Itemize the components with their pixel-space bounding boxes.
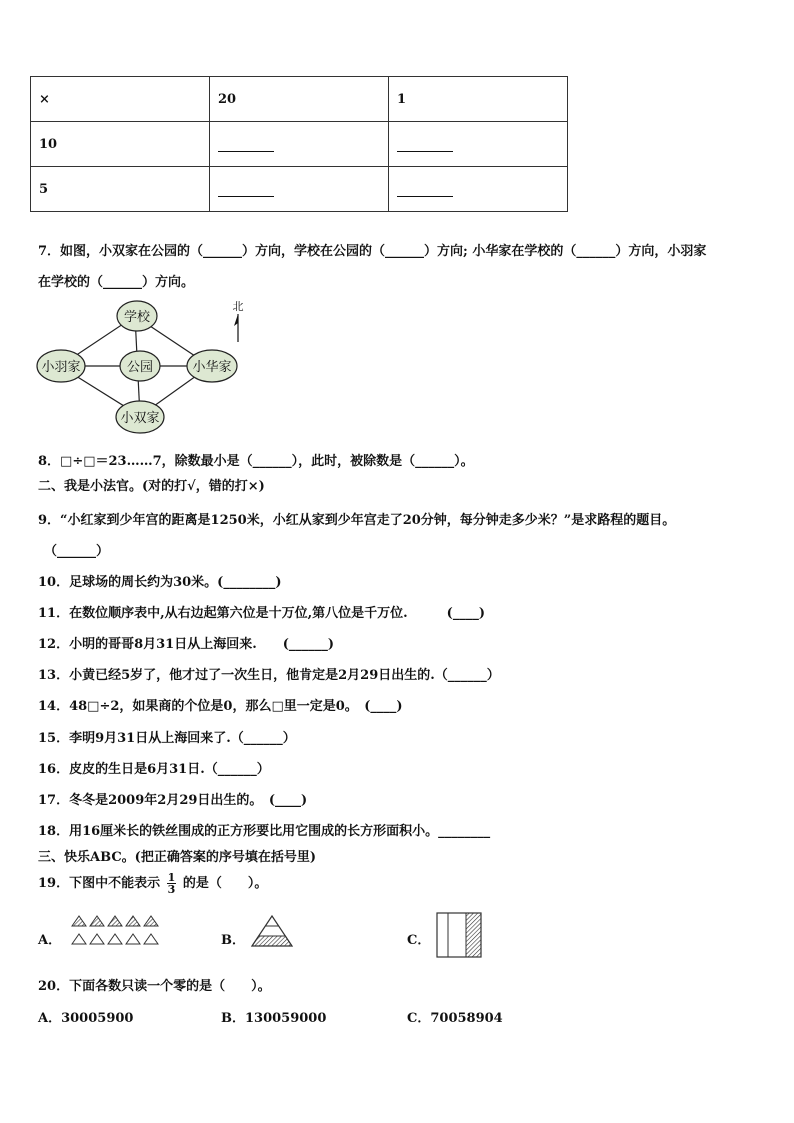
answer-blank[interactable] xyxy=(210,122,389,167)
question-11: 11．在数位顺序表中,从右边起第六位是十万位,第八位是千万位. (____) xyxy=(38,606,485,621)
table-row-label: 10 xyxy=(31,122,210,167)
question-14: 14．48□÷2，如果商的个位是0，那么□里一定是0。 (____) xyxy=(38,699,403,714)
question-13: 13．小黄已经5岁了，他才过了一次生日，他肯定是2月29日出生的.（______） xyxy=(38,668,500,683)
question-10: 10．足球场的周长约为30米。(________) xyxy=(38,575,282,590)
question-12: 12．小明的哥哥8月31日从上海回来. (______) xyxy=(38,637,335,652)
node-xiaoyu-home: 小羽家 xyxy=(41,360,81,375)
option-a-label[interactable]: A． xyxy=(38,933,62,948)
question-18: 18．用16厘米长的铁丝围成的正方形要比用它围成的长方形面积小。________ xyxy=(38,824,491,839)
question-9-line1: 9．“小红家到少年宫的距离是1250米，小红从家到少年宫走了20分钟，每分钟走多少米？”是求路程的题目。 xyxy=(38,513,676,528)
multiplication-table xyxy=(30,76,568,212)
fraction-one-third xyxy=(167,872,177,895)
node-park: 公园 xyxy=(126,360,154,375)
node-xiaohua-home: 小华家 xyxy=(192,360,232,375)
option-a-triangles-figure xyxy=(68,914,160,946)
answer-blank[interactable] xyxy=(389,167,568,212)
option-c[interactable]: C．70058904 xyxy=(407,1011,503,1026)
section-2-heading: 二、我是小法官。(对的打√，错的打×) xyxy=(38,479,265,494)
question-7-line2: 在学校的（______）方向。 xyxy=(38,275,195,290)
option-c-square-figure xyxy=(436,912,484,960)
question-19-prefix: 19．下图中不能表示 xyxy=(38,876,161,891)
question-20: 20．下面各数只读一个零的是（ ）。 xyxy=(38,979,271,994)
fraction-denominator: 3 xyxy=(167,883,176,896)
north-arrow-icon xyxy=(233,300,244,342)
answer-blank[interactable] xyxy=(210,167,389,212)
question-8: 8．□÷□＝23……7，除数最小是（______），此时，被除数是（______）。 xyxy=(38,454,474,469)
location-map-diagram xyxy=(30,296,260,438)
table-header-cell: × xyxy=(31,77,210,122)
answer-blank[interactable] xyxy=(389,122,568,167)
table-row xyxy=(31,77,568,122)
table-row xyxy=(31,122,568,167)
question-15: 15．李明9月31日从上海回来了.（______） xyxy=(38,731,296,746)
question-17: 17．冬冬是2009年2月29日出生的。 (____) xyxy=(38,793,308,808)
question-16: 16．皮皮的生日是6月31日.（______） xyxy=(38,762,270,777)
question-9-line2: （______） xyxy=(44,544,110,559)
node-xiaoshuang-home: 小双家 xyxy=(120,411,160,426)
question-19-suffix: 的是（ ）。 xyxy=(182,876,268,891)
question-7-line1: 7．如图，小双家在公园的（______）方向，学校在公园的（______）方向; 小华家在学校的（______）方向，小羽家 xyxy=(38,244,707,259)
north-label: 北 xyxy=(232,300,244,313)
table-row-label: 5 xyxy=(31,167,210,212)
table-header-cell: 20 xyxy=(210,77,389,122)
fraction-numerator: 1 xyxy=(167,871,176,884)
option-b-triangle-figure xyxy=(248,914,296,948)
option-b[interactable]: B．130059000 xyxy=(221,1011,327,1026)
table-header-cell: 1 xyxy=(389,77,568,122)
option-b-label[interactable]: B． xyxy=(221,933,245,948)
table-row xyxy=(31,167,568,212)
section-3-heading: 三、快乐ABC。(把正确答案的序号填在括号里) xyxy=(38,850,316,865)
option-c-label[interactable]: C． xyxy=(407,933,431,948)
node-school: 学校 xyxy=(123,310,151,325)
option-a[interactable]: A．30005900 xyxy=(38,1011,134,1026)
question-19 xyxy=(38,872,267,895)
